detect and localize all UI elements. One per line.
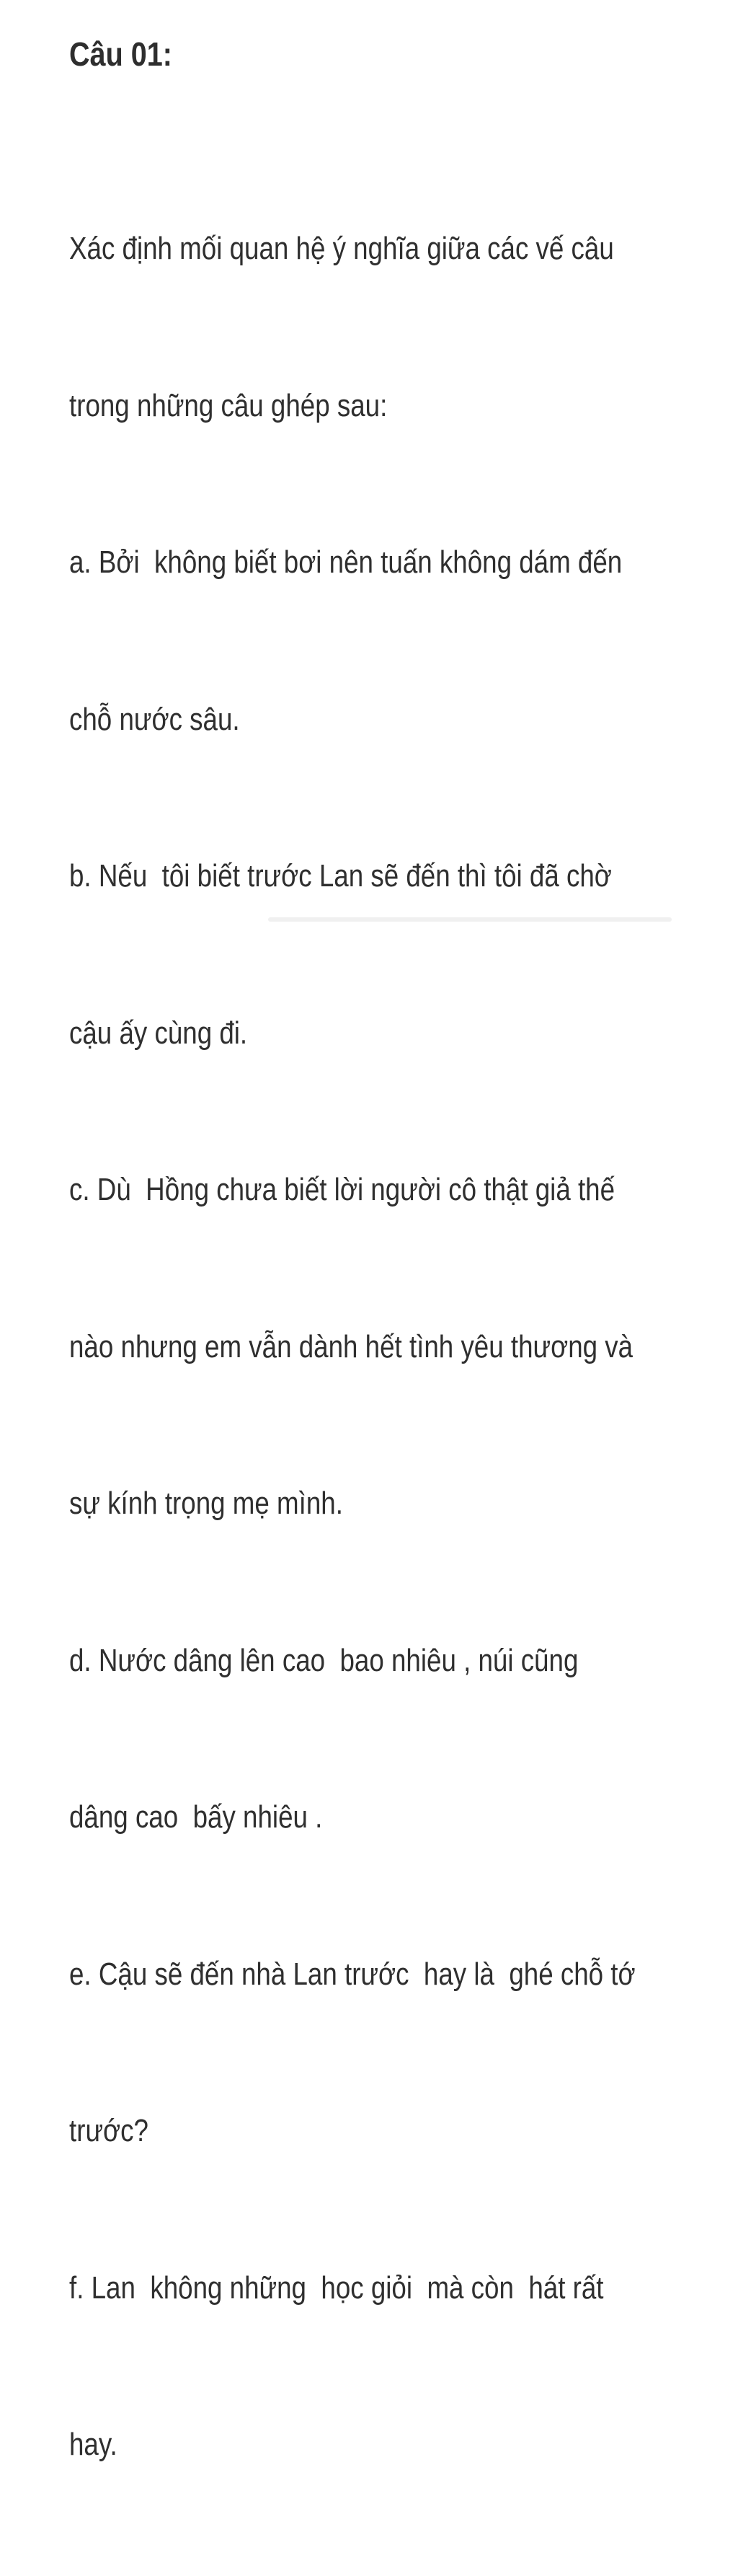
item-b-line-2: cậu ấy cùng đi. <box>69 1015 248 1051</box>
instruction-line-2: trong những câu ghép sau: <box>69 387 388 423</box>
item-c-line-3: sự kính trọng mẹ mình. <box>69 1486 343 1521</box>
item-f-line-2: hay. <box>69 2427 117 2462</box>
question-body <box>69 118 636 2576</box>
item-a-line-1: a. Bởi không biết bơi nên tuấn không dám đến <box>69 544 623 580</box>
item-e-line-1: e. Cậu sẽ đến nhà Lan trước hay là ghé chỗ tớ <box>69 1956 636 1992</box>
item-f-line-1: f. Lan không những học giỏi mà còn hát rất <box>69 2270 604 2306</box>
item-c-line-2: nào nhưng em vẫn dành hết tình yêu thương và <box>69 1328 633 1364</box>
item-e-line-2: trước? <box>69 2113 148 2148</box>
bottom-divider <box>268 917 672 922</box>
item-d-line-1: d. Nước dâng lên cao bao nhiêu , núi cũng <box>69 1642 579 1678</box>
question-title: Câu 01: <box>69 35 172 73</box>
instruction-line-1: Xác định mối quan hệ ý nghĩa giữa các vế câu <box>69 231 614 266</box>
item-a-line-2: chỗ nước sâu. <box>69 701 240 737</box>
item-d-line-2: dâng cao bấy nhiêu . <box>69 1799 323 1835</box>
item-c-line-1: c. Dù Hồng chưa biết lời người cô thật giả thế <box>69 1172 615 1207</box>
item-b-line-1: b. Nếu tôi biết trước Lan sẽ đến thì tôi đã chờ <box>69 858 612 894</box>
